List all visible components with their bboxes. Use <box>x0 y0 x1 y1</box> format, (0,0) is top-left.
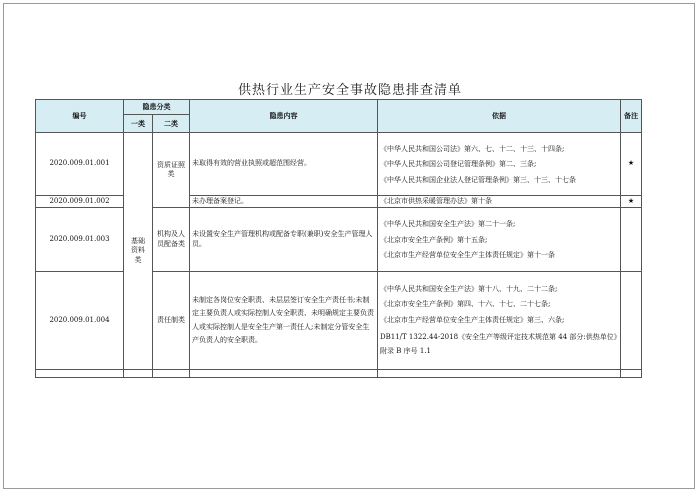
remark-cell <box>621 272 642 370</box>
header-remark: 备注 <box>621 100 642 133</box>
header-category: 隐患分类 <box>124 100 190 115</box>
level2-cell: 机构及人员配备类 <box>153 208 190 272</box>
risk-content: 未办理备案登记。 <box>190 196 378 208</box>
document-title: 供热行业生产安全事故隐患排查清单 <box>237 83 462 98</box>
remark-star: ★ <box>621 133 642 196</box>
header-code: 编号 <box>36 100 124 133</box>
basis-item: 《北京市生产经营单位安全生产主体责任规定》第三、六条; <box>380 315 565 324</box>
basis-item: 《中华人民共和国安全生产法》第二十一条; <box>380 220 516 229</box>
risk-content: 未取得有效的营业执照或超范围经营。 <box>190 133 378 196</box>
basis-cell <box>378 196 621 208</box>
basis-item: 《中华人民共和国安全生产法》第十八、十九、二十二条; <box>380 285 558 294</box>
risk-content: 未制定各岗位安全职责、未层层签订安全生产责任书;未制定主要负责人或实际控制人安全职责、未明确规定主要负责人或实际控制人是安全生产第一责任人;未制定分管安全生产负责人的安全职责。 <box>190 272 378 370</box>
basis-item: 《中华人民共和国公司法》第六、七、十二、十三、十四条; <box>380 144 565 153</box>
basis-item: 《北京市供热采暖管理办法》第十条 <box>380 196 492 205</box>
header-level2: 二类 <box>153 115 190 133</box>
table-row-empty <box>36 370 642 378</box>
basis-item: 《北京市生产经营单位安全生产主体责任规定》第十一条 <box>380 251 555 260</box>
basis-item: DB11/T 1322.44-2018《安全生产等级评定技术规范第 44 部分:供热单位》附录 B 序号 1.1 <box>380 333 618 355</box>
basis-cell <box>378 208 621 272</box>
header-basis: 依据 <box>378 100 621 133</box>
basis-item: 《北京市安全生产条例》第十五条; <box>380 235 488 244</box>
basis-cell <box>378 272 621 370</box>
basis-cell <box>378 133 621 196</box>
hazard-checklist-table <box>35 99 642 378</box>
row-code: 2020.009.01.002 <box>36 196 124 208</box>
table-row <box>36 133 642 196</box>
header-level1: 一类 <box>124 115 153 133</box>
row-code: 2020.009.01.004 <box>36 272 124 370</box>
basis-item: 《中华人民共和国公司登记管理条例》第二、三条; <box>380 160 537 169</box>
row-code: 2020.009.01.001 <box>36 133 124 196</box>
level2-cell: 责任制类 <box>153 272 190 370</box>
basis-item: 《北京市安全生产条例》第四、十六、十七、二十七条; <box>380 300 551 309</box>
row-code: 2020.009.01.003 <box>36 208 124 272</box>
remark-cell <box>621 208 642 272</box>
basis-item: 《中华人民共和国企业法人登记管理条例》第三、十三、十七条 <box>380 175 576 184</box>
remark-star: ★ <box>621 196 642 208</box>
risk-content: 未设置安全生产管理机构或配备专职(兼职)安全生产管理人员。 <box>190 208 378 272</box>
header-content: 隐患内容 <box>190 100 378 133</box>
level2-cell: 资质证照类 <box>153 133 190 208</box>
level1-cell: 基础资料类 <box>124 133 153 370</box>
